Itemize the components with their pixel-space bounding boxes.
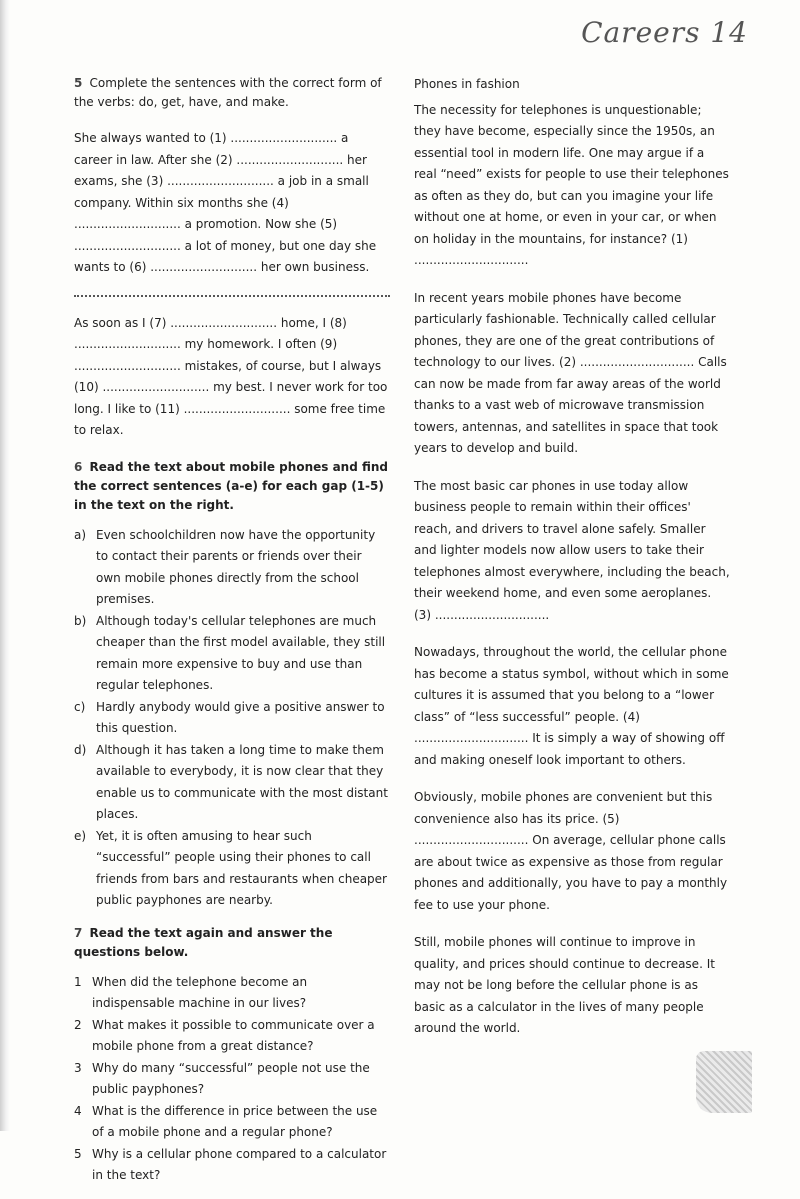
- exercise-5-heading: [74, 74, 390, 112]
- list-item: [74, 525, 390, 611]
- binding-edge: [0, 0, 10, 1131]
- article-paragraph: Still, mobile phones will continue to improve in quality, and prices should continue to decrease. It may not be long before the cellular phone is as basic as a calculator in the lives of many people around the world.: [414, 935, 715, 1035]
- exercise-7-number: 7: [74, 925, 83, 940]
- dotted-divider: [74, 295, 390, 297]
- question-text: What is the difference in price between the use of a mobile phone and a regular phone?: [92, 1103, 378, 1139]
- list-item: [74, 826, 390, 912]
- exercise-6-heading: [74, 458, 390, 515]
- exercise-7-heading: [74, 924, 390, 962]
- question-number: 3: [74, 1060, 82, 1075]
- exercise-5-number: 5: [74, 76, 83, 90]
- article-paragraph: In recent years mobile phones have become particularly fashionable. Technically called cellular phones, they are one of the great contributions of technology to our lives. (2) .............................. Calls can now be made from far away areas of the world thanks to a vast web of microwave transmission towers, antennas, and satellites in space that took years to develop and build.: [414, 290, 727, 455]
- list-item: [74, 697, 390, 740]
- exercise-5-paragraph-2: As soon as I (7) ............................ home, I (8) ............................ my homework. I often (9) ............................ mistakes, of course, but I always (10) ............................ my best. I never work for too long. I like to (11) ............................ some free time to relax.: [74, 315, 388, 437]
- option-label: a): [74, 527, 87, 542]
- page-header-title: Careers 14: [581, 16, 748, 49]
- exercise-7-questions: [74, 972, 390, 1187]
- article-paragraph: The most basic car phones in use today allow business people to remain within their offices' reach, and drivers to travel alone safely. Smaller and lighter models now allow users to take their telephones almost everywhere, including the beach, their weekend home, and even some aeroplanes. (3) ..............................: [414, 478, 730, 622]
- list-item: [74, 1144, 390, 1187]
- question-number: 5: [74, 1146, 82, 1161]
- question-number: 2: [74, 1017, 82, 1032]
- list-item: [74, 972, 390, 1015]
- list-item: [74, 740, 390, 826]
- option-label: d): [74, 742, 87, 757]
- option-label: e): [74, 828, 87, 843]
- exercise-6-number: 6: [74, 459, 83, 474]
- list-item: [74, 1015, 390, 1058]
- option-label: b): [74, 613, 87, 628]
- question-text: What makes it possible to communicate over a mobile phone from a great distance?: [92, 1017, 375, 1053]
- exercise-5-instruction: Complete the sentences with the correct form of the verbs: do, get, have, and make.: [74, 76, 382, 109]
- option-text: Although today's cellular telephones are much cheaper than the first model available, they still remain more expensive to buy and use than regular telephones.: [96, 613, 386, 692]
- option-label: c): [74, 699, 86, 714]
- question-text: Why do many “successful” people not use the public payphones?: [92, 1060, 370, 1096]
- article-paragraph: The necessity for telephones is unquestionable; they have become, especially since the 1950s, an essential tool in modern life. One may argue if a real “need” exists for people to use their telephones as often as they do, but can you imagine your life without one at home, or even in your car, or when on holiday in the mountains, for instance? (1) ..............................: [414, 102, 729, 267]
- left-column: [74, 74, 390, 1199]
- option-text: Although it has taken a long time to make them available to everybody, it is now clear that they enable us to communicate with the most distant places.: [96, 742, 388, 821]
- page-corner-thumbnail: [696, 1051, 752, 1113]
- option-text: Even schoolchildren now have the opportunity to contact their parents or friends over their own mobile phones directly from the school premises.: [96, 527, 376, 606]
- list-item: [74, 1101, 390, 1144]
- option-text: Hardly anybody would give a positive answer to this question.: [96, 699, 385, 735]
- list-item: [74, 611, 390, 697]
- article-title: Phones in fashion: [414, 77, 520, 91]
- exercise-6-options: [74, 525, 390, 912]
- question-text: Why is a cellular phone compared to a calculator in the text?: [92, 1146, 387, 1182]
- exercise-6-instruction: Read the text about mobile phones and find the correct sentences (a-e) for each gap (1-5) in the text on the right.: [74, 459, 388, 512]
- article-paragraph: Obviously, mobile phones are convenient but this convenience also has its price. (5) .............................. On average, cellular phone calls are about twice as expensive as those from regular phones and additionally, you have to pay a monthly fee to use your phone.: [414, 790, 728, 912]
- list-item: [74, 1058, 390, 1101]
- right-column: [414, 74, 730, 1056]
- exercise-7-instruction: Read the text again and answer the questions below.: [74, 925, 333, 959]
- option-text: Yet, it is often amusing to hear such “successful” people using their phones to call friends from bars and restaurants when cheaper public payphones are nearby.: [96, 828, 387, 907]
- question-number: 1: [74, 974, 82, 989]
- question-number: 4: [74, 1103, 82, 1118]
- article-paragraph: Nowadays, throughout the world, the cellular phone has become a status symbol, without which in some cultures it is assumed that you belong to a “lower class” of “less successful” people. (4) .............................. It is simply a way of showing off and making oneself look important to others.: [414, 645, 729, 767]
- question-text: When did the telephone become an indispensable machine in our lives?: [92, 974, 308, 1010]
- exercise-5-paragraph-1: She always wanted to (1) ............................ a career in law. After she (2) ............................ her exams, she (3) ............................ a job in a small company. Within six months she (4) ............................ a promotion. Now she (5) ............................ a lot of money, but one day she wants to (6) ............................ her own business.: [74, 131, 377, 274]
